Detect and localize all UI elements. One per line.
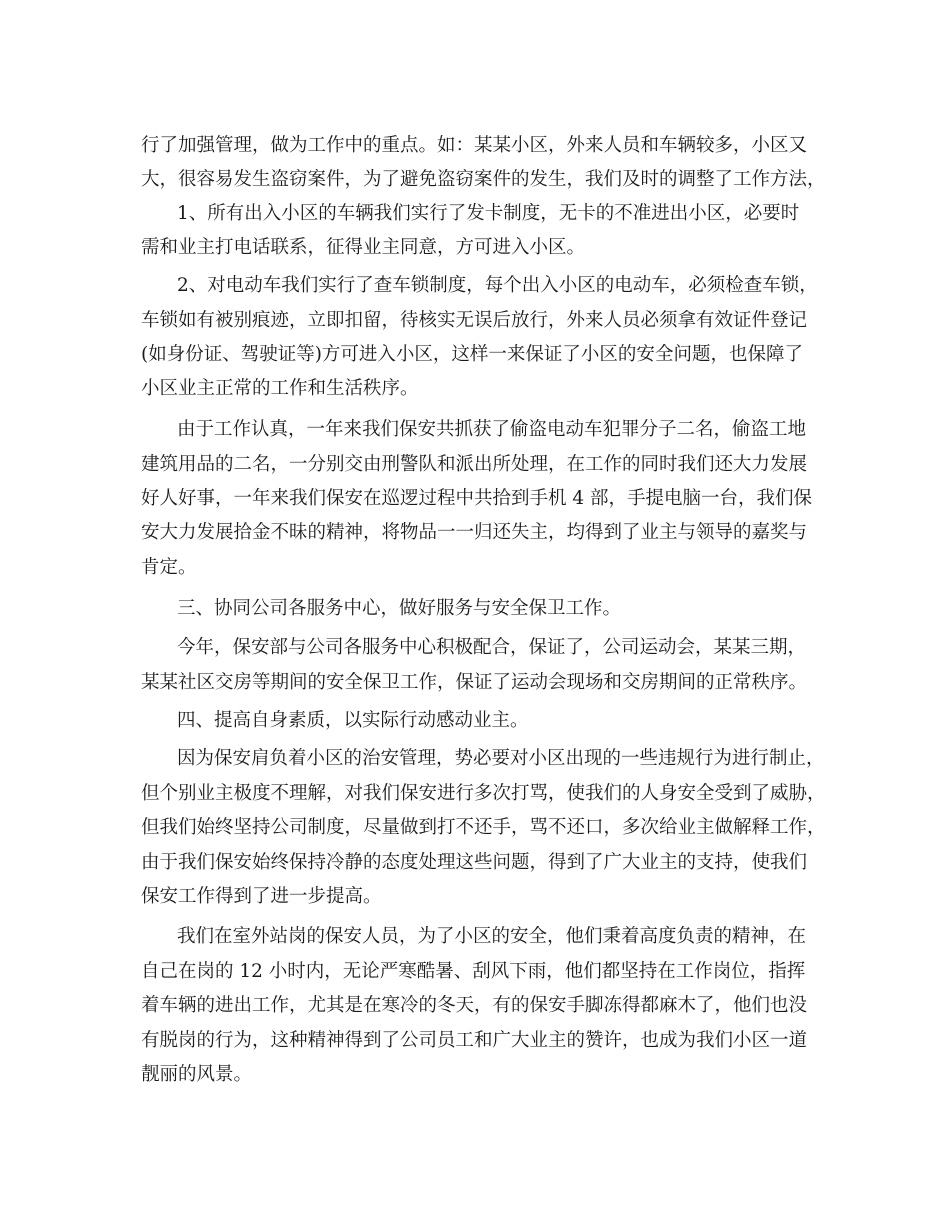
text-line: 肯定。: [141, 557, 197, 578]
text-line: 小区业主正常的工作和生活秩序。: [141, 378, 419, 399]
text-line: 我们在室外站岗的保安人员，为了小区的安全，他们秉着高度负责的精神，在: [177, 926, 807, 947]
text-line: 三、协同公司各服务中心，做好服务与安全保卫工作。: [177, 598, 622, 619]
text-line: 但我们始终坚持公司制度，尽量做到打不还手，骂不还口，多次给业主做解释工作，: [141, 817, 826, 838]
text-line: 需和业主打电话联系，征得业主同意，方可进入小区。: [141, 237, 586, 258]
text-line: 因为保安肩负着小区的治安管理，势必要对小区出现的一些违规行为进行制止，: [177, 748, 825, 769]
text-line: 有脱岗的行为，这种精神得到了公司员工和广大业主的赞许，也成为我们小区一道: [141, 1030, 808, 1051]
text-line: 自己在岗的 12 小时内，无论严寒酷暑、刮风下雨，他们都坚持在工作岗位，指挥: [141, 961, 806, 982]
text-line: 着车辆的进出工作，尤其是在寒冷的冬天，有的保安手脚冻得都麻木了，他们也没: [141, 995, 808, 1016]
text-line: 但个别业主极度不理解，对我们保安进行多次打骂，使我们的人身安全受到了威胁，: [141, 783, 826, 804]
text-line: 安大力发展拾金不昧的精神，将物品一一归还失主，均得到了业主与领导的嘉奖与: [141, 522, 808, 543]
text-line: 靓丽的风景。: [141, 1064, 253, 1085]
text-line: 行了加强管理，做为工作中的重点。如：某某小区，外来人员和车辆较多，小区又: [141, 135, 808, 156]
text-line: 由于工作认真，一年来我们保安共抓获了偷盗电动车犯罪分子二名，偷盗工地: [177, 419, 807, 440]
text-line: 2、对电动车我们实行了查车锁制度，每个出入小区的电动车，必须检查车锁，: [177, 275, 818, 296]
text-line: 车锁如有被别痕迹，立即扣留，待核实无误后放行，外来人员必须拿有效证件登记: [141, 310, 808, 331]
text-line: 1、所有出入小区的车辆我们实行了发卡制度，无卡的不准进出小区，必要时: [177, 203, 800, 224]
text-line: 四、提高自身素质，以实际行动感动业主。: [177, 710, 529, 731]
text-line: 由于我们保安始终保持冷静的态度处理这些问题，得到了广大业主的支持，使我们: [141, 852, 808, 873]
text-line: (如身份证、驾驶证等)方可进入小区，这样一来保证了小区的安全问题，也保障了: [141, 344, 803, 365]
text-line: 好人好事，一年来我们保安在巡逻过程中共拾到手机 4 部，手提电脑一台，我们保: [141, 488, 813, 509]
text-line: 某某社区交房等期间的安全保卫工作，保证了运动会现场和交房期间的正常秩序。: [141, 672, 808, 693]
text-line: 保安工作得到了进一步提高。: [141, 886, 382, 907]
text-line: 建筑用品的二名，一分别交由刑警队和派出所处理，在工作的同时我们还大力发展: [141, 454, 808, 475]
text-line: 今年，保安部与公司各服务中心积极配合，保证了，公司运动会，某某三期，: [177, 637, 807, 658]
text-line: 大，很容易发生盗窃案件，为了避免盗窃案件的发生，我们及时的调整了工作方法，: [141, 169, 826, 190]
